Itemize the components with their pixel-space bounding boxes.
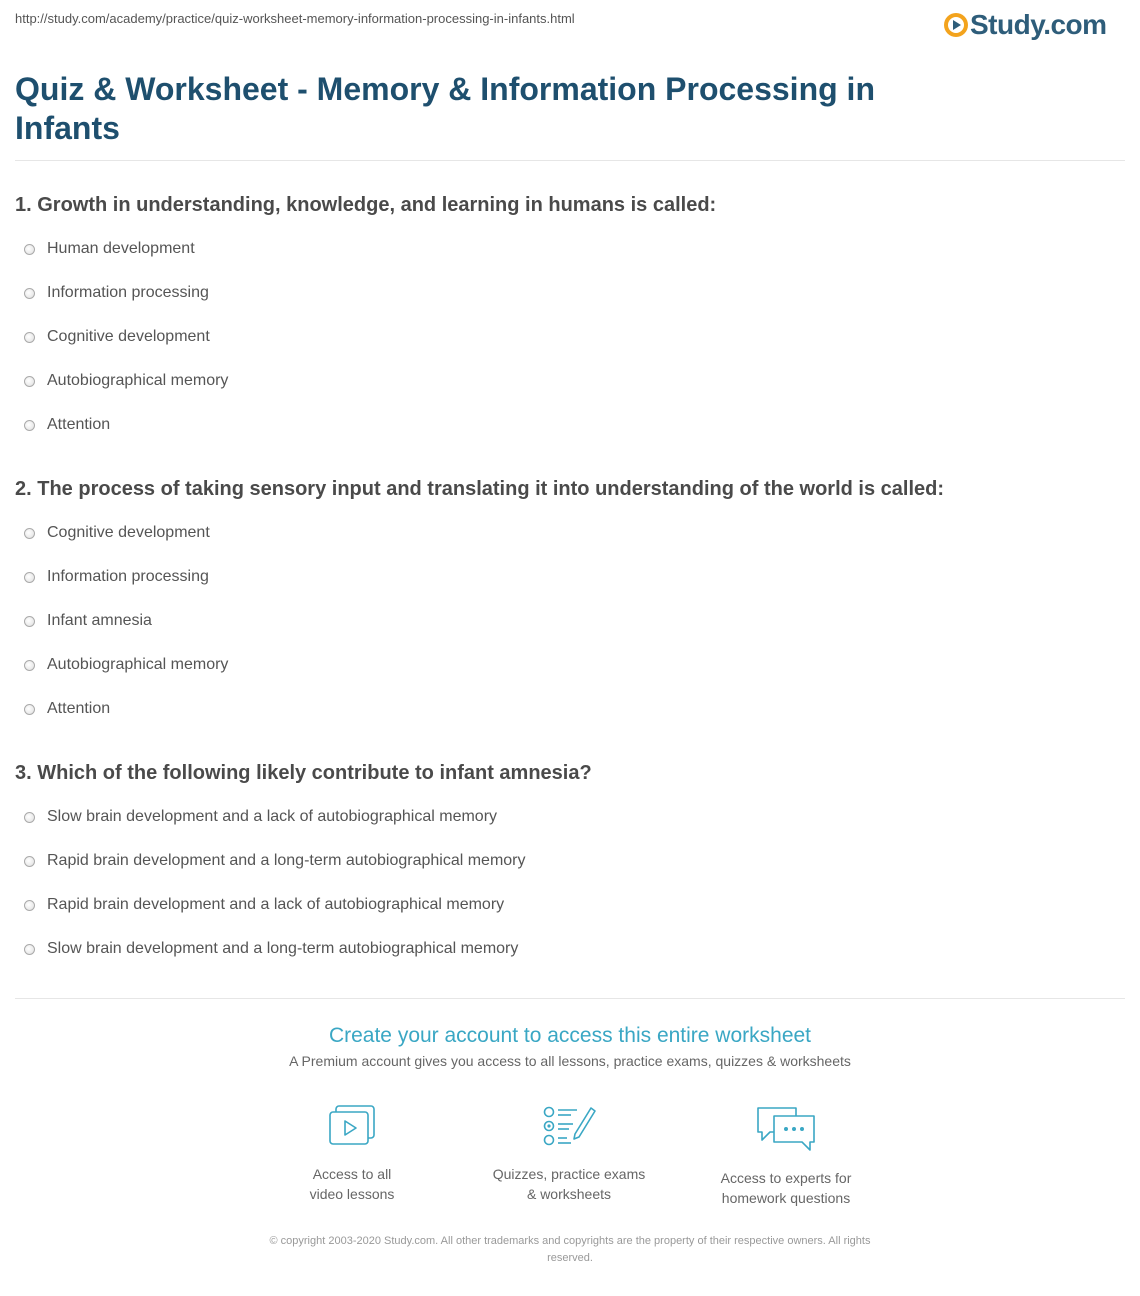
option-label: Information processing [47, 284, 209, 301]
radio-button[interactable] [24, 288, 35, 299]
answer-option[interactable] [24, 371, 228, 391]
radio-button[interactable] [24, 660, 35, 671]
radio-button[interactable] [24, 812, 35, 823]
question-1: 1. Growth in understanding, knowledge, and learning in humans is called: [15, 194, 717, 216]
question-2: 2. The process of taking sensory input and translating it into understanding of the world is called: [15, 478, 944, 500]
title-divider [15, 160, 1125, 161]
feature-label: Access to experts for homework questions [720, 1170, 852, 1206]
radio-button[interactable] [24, 420, 35, 431]
page-url: http://study.com/academy/practice/quiz-worksheet-memory-information-processing-in-infants.html [15, 11, 575, 26]
answer-option[interactable] [24, 807, 497, 827]
radio-button[interactable] [24, 704, 35, 715]
answer-option[interactable] [24, 327, 210, 347]
answer-option[interactable] [24, 611, 152, 631]
answer-option[interactable] [24, 239, 195, 259]
option-label: Rapid brain development and a long-term autobiographical memory [47, 852, 526, 869]
radio-button[interactable] [24, 244, 35, 255]
play-logo-icon [944, 13, 968, 37]
radio-button[interactable] [24, 376, 35, 387]
question-3: 3. Which of the following likely contribute to infant amnesia? [15, 762, 592, 784]
copyright-notice: © copyright 2003-2020 Study.com. All other trademarks and copyrights are the property of their respective owners. All rights reserved. [269, 1235, 871, 1264]
answer-option[interactable] [24, 567, 209, 587]
answer-option[interactable] [24, 415, 110, 435]
feature-experts [686, 1104, 886, 1208]
feature-label: Quizzes, practice exams & worksheets [492, 1166, 646, 1202]
cta-subtitle: A Premium account gives you access to all lessons, practice exams, quizzes & worksheets [289, 1053, 851, 1069]
option-label: Slow brain development and a lack of autobiographical memory [47, 808, 498, 825]
cta-divider [15, 998, 1125, 999]
option-label: Human development [47, 240, 195, 257]
option-label: Infant amnesia [47, 612, 152, 629]
option-label: Autobiographical memory [47, 656, 229, 673]
option-label: Rapid brain development and a lack of autobiographical memory [47, 896, 505, 913]
radio-button[interactable] [24, 572, 35, 583]
feature-label: Access to all video lessons [309, 1166, 395, 1202]
radio-button[interactable] [24, 944, 35, 955]
option-label: Attention [47, 416, 111, 433]
answer-option[interactable] [24, 655, 228, 675]
option-label: Slow brain development and a long-term autobiographical memory [47, 940, 519, 957]
logo-text: Study.com [970, 9, 1107, 40]
study-logo[interactable] [944, 9, 1107, 41]
answer-option[interactable] [24, 699, 110, 719]
option-label: Information processing [47, 568, 209, 585]
option-label: Attention [47, 700, 111, 717]
answer-option[interactable] [24, 939, 518, 959]
option-label: Autobiographical memory [47, 372, 229, 389]
radio-button[interactable] [24, 856, 35, 867]
answer-option[interactable] [24, 895, 504, 915]
radio-button[interactable] [24, 616, 35, 627]
answer-option[interactable] [24, 851, 526, 871]
create-account-link[interactable]: Create your account to access this entire worksheet [328, 1024, 812, 1047]
radio-button[interactable] [24, 332, 35, 343]
answer-option[interactable] [24, 523, 210, 543]
answer-option[interactable] [24, 283, 209, 303]
option-label: Cognitive development [47, 328, 210, 345]
radio-button[interactable] [24, 900, 35, 911]
quiz-checklist-icon [541, 1104, 597, 1148]
radio-button[interactable] [24, 528, 35, 539]
chat-experts-icon [754, 1104, 818, 1152]
feature-video-lessons [252, 1104, 452, 1204]
page-title: Quiz & Worksheet - Memory & Information Processing in Infants [15, 71, 875, 146]
option-label: Cognitive development [47, 524, 210, 541]
video-lessons-icon [326, 1104, 378, 1148]
feature-quizzes [469, 1104, 669, 1204]
